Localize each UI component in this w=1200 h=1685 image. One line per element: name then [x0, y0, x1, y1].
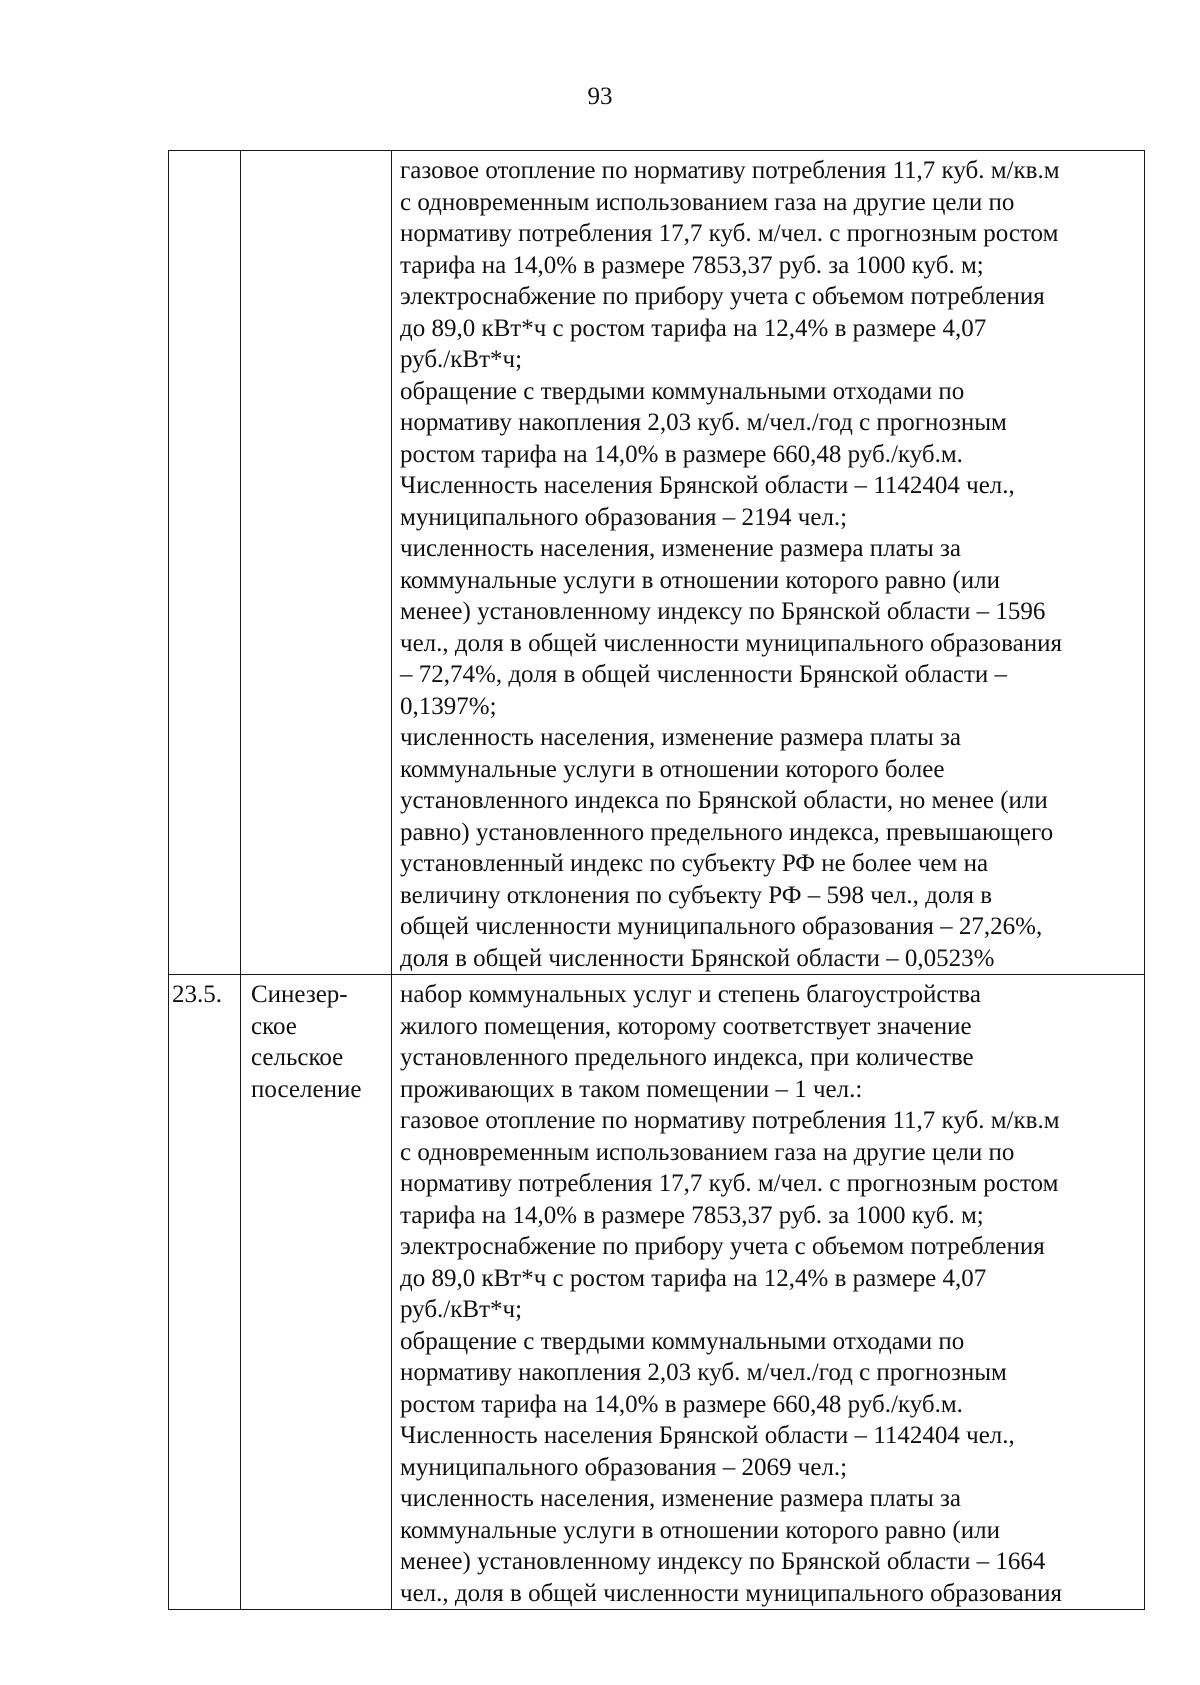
tariff-table [168, 150, 1145, 1610]
description-line: обращение с твердыми коммунальными отходами по [400, 1327, 965, 1355]
description-line: численность населения, изменение размера платы за [400, 724, 961, 751]
description-line: тарифа на 14,0% в размере 7853,37 руб. за 1000 куб. м; [400, 1201, 984, 1229]
description-line: с одновременным использованием газа на другие цели по [400, 1138, 1015, 1166]
description-line: муниципального образования – 2069 чел.; [400, 1453, 848, 1481]
description-line: газовое отопление по нормативу потребления 11,7 куб. м/кв.м [400, 1107, 1060, 1134]
description-line: электроснабжение по прибору учета с объемом потребления [400, 283, 1045, 310]
row-number: 23.5. [172, 981, 222, 1008]
description-line: электроснабжение по прибору учета с объемом потребления [400, 1233, 1045, 1260]
description-line: ростом тарифа на 14,0% в размере 660,48 руб./куб.м. [400, 1390, 963, 1418]
description-line: установленного индекса по Брянской области, но менее (или [400, 787, 1048, 814]
table-body [169, 151, 1145, 1610]
description-line: до 89,0 кВт*ч с ростом тарифа на 12,4% в размере 4,07 [400, 314, 987, 342]
table-row [169, 151, 1145, 975]
description-line: менее) установленному индексу по Брянской области – 1664 [400, 1548, 1046, 1575]
municipality-name-line: сельское [251, 1044, 344, 1071]
description-line: жилого помещения, которому соответствует значение [400, 1012, 972, 1040]
description-line: коммунальные услуги в отношении которого равно (или [400, 1516, 1000, 1544]
description-cell [392, 975, 1145, 1610]
description-line: доля в общей численности Брянской области – 0,0523% [400, 944, 995, 972]
description-line: нормативу накопления 2,03 куб. м/чел./год с прогнозным [400, 1359, 1007, 1386]
description-line: установленного предельного индекса, при количестве [400, 1044, 974, 1071]
description-line: величину отклонения по субъекту РФ – 598 чел., доля в [400, 881, 993, 909]
municipality-name-line: ское [251, 1012, 297, 1040]
description-line: равно) установленного предельного индекса, превышающего [400, 818, 1054, 846]
description-line: менее) установленному индексу по Брянской области – 1596 [400, 598, 1046, 625]
municipality-name-line: Синезер- [251, 981, 348, 1008]
description-line: общей численности муниципального образования – 27,26%, [400, 913, 1043, 940]
description-line: коммунальные услуги в отношении которого равно (или [400, 566, 1000, 594]
description-line: проживающих в таком помещении – 1 чел.: [400, 1075, 863, 1103]
description-line: чел., доля в общей численности муниципального образования [400, 629, 1062, 657]
description-line: численность населения, изменение размера платы за [400, 535, 961, 562]
description-line: численность населения, изменение размера платы за [400, 1485, 961, 1512]
description-line: до 89,0 кВт*ч с ростом тарифа на 12,4% в размере 4,07 [400, 1264, 987, 1292]
description-line: коммунальные услуги в отношении которого более [400, 755, 945, 783]
description-line: нормативу потребления 17,7 куб. м/чел. с прогнозным ростом [400, 1170, 1059, 1197]
row-number-cell [169, 975, 241, 1610]
municipality-cell [241, 975, 392, 1610]
description-line: с одновременным использованием газа на другие цели по [400, 188, 1015, 216]
description-line: – 72,74%, доля в общей численности Брянской области – [400, 661, 1007, 688]
description-line: чел., доля в общей численности муниципального образования [400, 1579, 1062, 1607]
description-line: тарифа на 14,0% в размере 7853,37 руб. за 1000 куб. м; [400, 251, 984, 279]
description-line: руб./кВт*ч; [400, 1296, 523, 1323]
description-line: газовое отопление по нормативу потребления 11,7 куб. м/кв.м [400, 157, 1060, 184]
description-line: нормативу накопления 2,03 куб. м/чел./год с прогнозным [400, 409, 1007, 436]
row-number-cell [169, 151, 241, 975]
municipality-name-line: поселение [251, 1075, 362, 1103]
table-row [169, 975, 1145, 1610]
description-line: ростом тарифа на 14,0% в размере 660,48 руб./куб.м. [400, 440, 963, 468]
description-line: установленный индекс по субъекту РФ не более чем на [400, 850, 989, 877]
description-line: нормативу потребления 17,7 куб. м/чел. с прогнозным ростом [400, 220, 1059, 247]
description-line: муниципального образования – 2194 чел.; [400, 503, 848, 531]
description-line: 0,1397%; [400, 692, 497, 720]
description-cell [392, 151, 1145, 975]
municipality-cell [241, 151, 392, 975]
description-line: Численность населения Брянской области – 1142404 чел., [400, 1422, 1015, 1449]
page-number: 93 [587, 83, 613, 110]
description-line: Численность населения Брянской области – 1142404 чел., [400, 472, 1015, 499]
description-line: обращение с твердыми коммунальными отходами по [400, 377, 965, 405]
description-line: набор коммунальных услуг и степень благоустройства [400, 981, 981, 1008]
description-line: руб./кВт*ч; [400, 346, 523, 373]
